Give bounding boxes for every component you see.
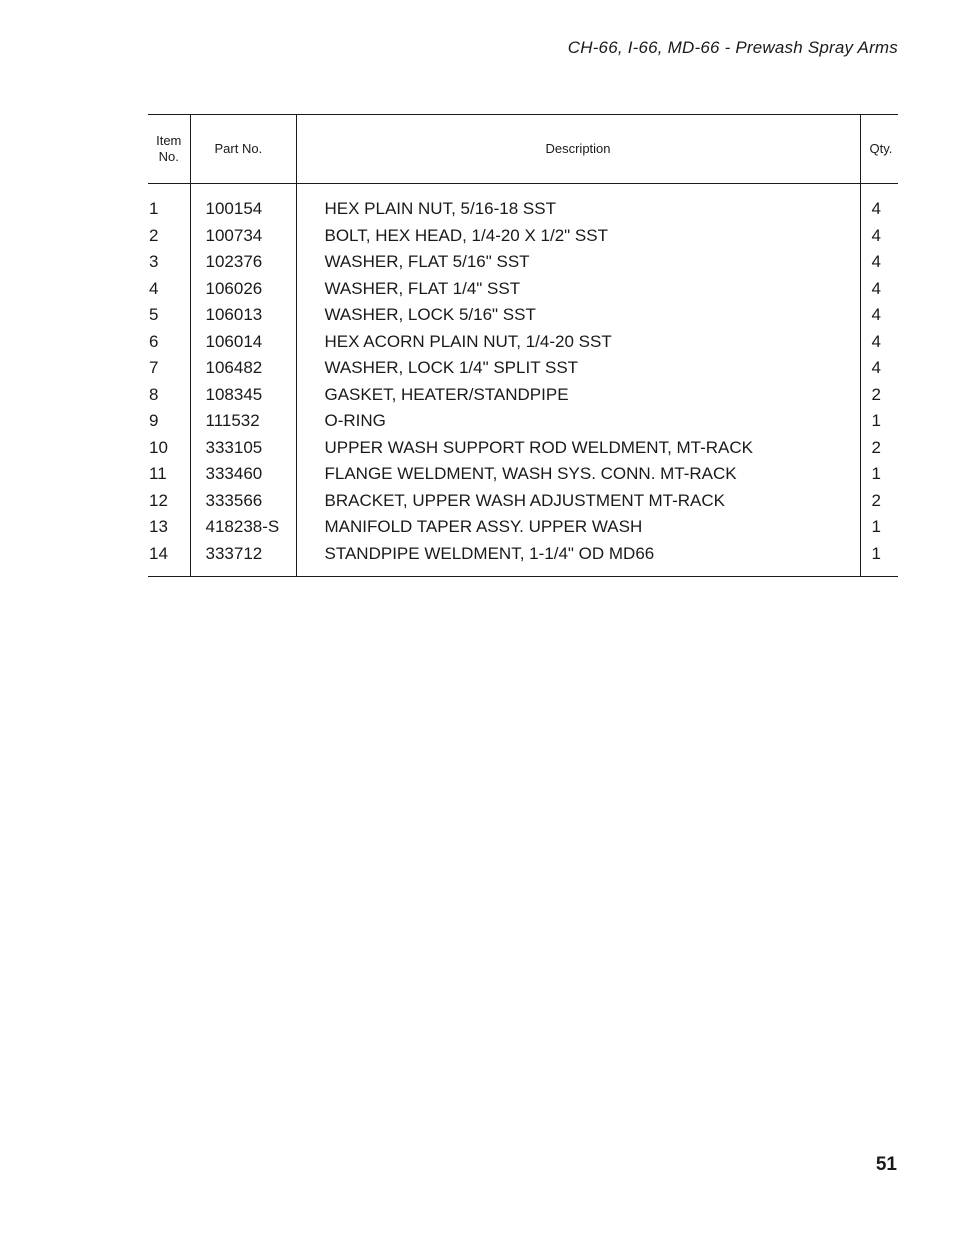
cell-qty: 2	[871, 437, 881, 457]
table-row	[148, 382, 898, 409]
cell-part-no: 106014	[190, 329, 296, 356]
cell-description: O-RING	[296, 408, 860, 435]
cell-item-no: 7	[149, 358, 159, 377]
table-row	[148, 329, 898, 356]
cell-description: GASKET, HEATER/STANDPIPE	[296, 382, 860, 409]
cell-part-no: 418238-S	[190, 514, 296, 541]
cell-qty: 2	[871, 384, 881, 404]
table-row	[148, 514, 898, 541]
cell-item-no: 3	[149, 252, 159, 271]
cell-part-no: 100734	[190, 223, 296, 250]
cell-qty: 4	[871, 225, 881, 245]
cell-part-no: 106026	[190, 276, 296, 303]
table-row	[148, 541, 898, 568]
table-spacer-bottom	[148, 567, 898, 577]
table-header-row	[148, 115, 898, 184]
cell-description: WASHER, LOCK 5/16" SST	[296, 302, 860, 329]
cell-qty: 4	[871, 305, 881, 324]
cell-item-no: 12	[149, 490, 168, 510]
cell-description: HEX ACORN PLAIN NUT, 1/4-20 SST	[296, 329, 860, 356]
table-row	[148, 355, 898, 382]
cell-item-no: 9	[149, 411, 159, 430]
table-row	[148, 223, 898, 250]
cell-qty: 1	[871, 464, 881, 483]
cell-description: HEX PLAIN NUT, 5/16-18 SST	[296, 196, 860, 223]
cell-part-no: 106482	[190, 355, 296, 382]
table-row	[148, 196, 898, 223]
table-row	[148, 435, 898, 462]
cell-description: FLANGE WELDMENT, WASH SYS. CONN. MT-RACK	[296, 461, 860, 488]
cell-description: UPPER WASH SUPPORT ROD WELDMENT, MT-RACK	[296, 435, 860, 462]
column-header-item-line2: No.	[158, 149, 179, 164]
cell-item-no: 1	[149, 199, 159, 218]
cell-description: STANDPIPE WELDMENT, 1-1/4" OD MD66	[296, 541, 860, 568]
cell-description: BRACKET, UPPER WASH ADJUSTMENT MT-RACK	[296, 488, 860, 515]
cell-part-no: 100154	[190, 196, 296, 223]
column-header-part-no: Part No.	[190, 115, 296, 184]
table-row	[148, 276, 898, 303]
cell-description: WASHER, FLAT 5/16" SST	[296, 249, 860, 276]
cell-qty: 4	[871, 278, 881, 298]
table-spacer-top	[148, 184, 898, 197]
cell-item-no: 2	[149, 225, 159, 245]
cell-qty: 4	[871, 358, 881, 377]
cell-part-no: 333566	[190, 488, 296, 515]
cell-part-no: 333712	[190, 541, 296, 568]
table-row	[148, 461, 898, 488]
cell-part-no: 333105	[190, 435, 296, 462]
running-header: CH-66, I-66, MD-66 - Prewash Spray Arms	[567, 38, 898, 57]
column-header-item-line1: Item	[156, 133, 182, 148]
cell-item-no: 4	[149, 278, 159, 298]
cell-part-no: 102376	[190, 249, 296, 276]
cell-qty: 1	[871, 517, 881, 536]
cell-description: WASHER, FLAT 1/4" SST	[296, 276, 860, 303]
cell-qty: 4	[871, 331, 881, 351]
cell-qty: 1	[871, 543, 881, 563]
table-row	[148, 302, 898, 329]
cell-qty: 2	[871, 490, 881, 510]
column-header-item-no	[148, 115, 190, 184]
cell-item-no: 8	[149, 384, 159, 404]
column-header-qty: Qty.	[860, 115, 898, 184]
cell-item-no: 11	[149, 464, 167, 483]
cell-part-no: 108345	[190, 382, 296, 409]
table-row	[148, 249, 898, 276]
table-row	[148, 488, 898, 515]
cell-description: MANIFOLD TAPER ASSY. UPPER WASH	[296, 514, 860, 541]
cell-item-no: 13	[149, 517, 168, 536]
cell-item-no: 6	[149, 331, 159, 351]
cell-qty: 4	[871, 252, 881, 271]
cell-part-no: 333460	[190, 461, 296, 488]
cell-item-no: 10	[149, 437, 168, 457]
cell-part-no: 106013	[190, 302, 296, 329]
parts-list-table	[148, 114, 898, 577]
cell-qty: 1	[871, 411, 881, 430]
cell-description: BOLT, HEX HEAD, 1/4-20 X 1/2" SST	[296, 223, 860, 250]
table-row	[148, 408, 898, 435]
cell-description: WASHER, LOCK 1/4" SPLIT SST	[296, 355, 860, 382]
page-number: 51	[875, 1154, 897, 1175]
cell-part-no: 111532	[190, 408, 296, 435]
parts-table-body	[148, 184, 898, 577]
cell-item-no: 14	[149, 543, 168, 563]
cell-qty: 4	[871, 199, 881, 218]
cell-item-no: 5	[149, 305, 159, 324]
column-header-description: Description	[296, 115, 860, 184]
